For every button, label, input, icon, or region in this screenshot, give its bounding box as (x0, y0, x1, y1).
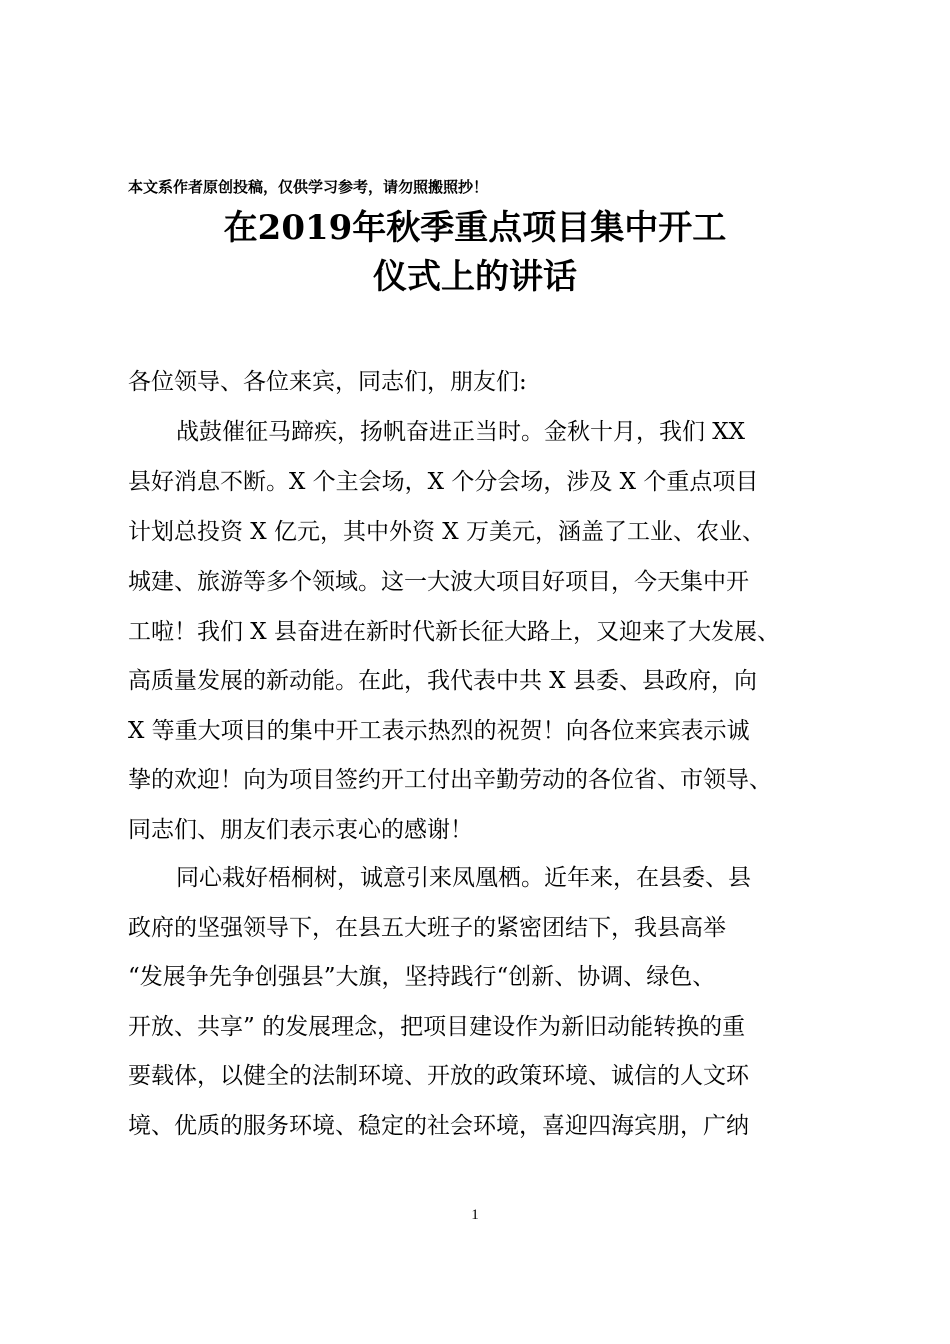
paragraph-1-line: 计划总投资 X 亿元，其中外资 X 万美元，涵盖了工业、农业、 (128, 519, 765, 545)
paragraph-2-line: 境、优质的服务环境、稳定的社会环境，喜迎四海宾朋，广纳 (128, 1113, 749, 1139)
page-number: 1 (471, 1207, 479, 1223)
paragraph-2-line: 要载体，以健全的法制环境、开放的政策环境、诚信的人文环 (128, 1063, 749, 1089)
paragraph-2-line: “发展争先争创强县”大旗，坚持践行“创新、协调、绿色、 (128, 964, 716, 990)
document-title-line-2: 仪式上的讲话 (373, 257, 577, 297)
paragraph-1-line: 战鼓催征马蹄疾，扬帆奋进正当时。金秋十月，我们 XX (176, 419, 746, 445)
paragraph-1-line: 挚的欢迎！向为项目签约开工付出辛勤劳动的各位省、市领导、 (128, 767, 772, 793)
copyright-notice: 本文系作者原创投稿，仅供学习参考，请勿照搬照抄！ (128, 178, 489, 196)
document-title-line-1: 在2019年秋季重点项目集中开工 (223, 208, 727, 248)
paragraph-1-line: 县好消息不断。X 个主会场，X 个分会场，涉及 X 个重点项目 (128, 469, 759, 495)
paragraph-1-line: 高质量发展的新动能。在此，我代表中共 X 县委、县政府，向 (128, 668, 757, 694)
salutation: 各位领导、各位来宾，同志们，朋友们: (128, 369, 527, 395)
paragraph-2-line: 政府的坚强领导下，在县五大班子的紧密团结下，我县高举 (128, 915, 726, 941)
paragraph-2-line: 同心栽好梧桐树，诚意引来凤凰栖。近年来，在县委、县 (176, 865, 751, 891)
paragraph-2-line: 开放、共享” 的发展理念，把项目建设作为新旧动能转换的重 (128, 1014, 746, 1040)
paragraph-1-line: 城建、旅游等多个领域。这一大波大项目好项目，今天集中开 (128, 569, 749, 595)
paragraph-1-line: 工啦！我们 X 县奋进在新时代新长征大路上，又迎来了大发展、 (128, 619, 780, 645)
paragraph-1-line: 同志们、朋友们表示衷心的感谢！ (128, 817, 473, 843)
paragraph-1-line: X 等重大项目的集中开工表示热烈的祝贺！向各位来宾表示诚 (128, 718, 750, 744)
